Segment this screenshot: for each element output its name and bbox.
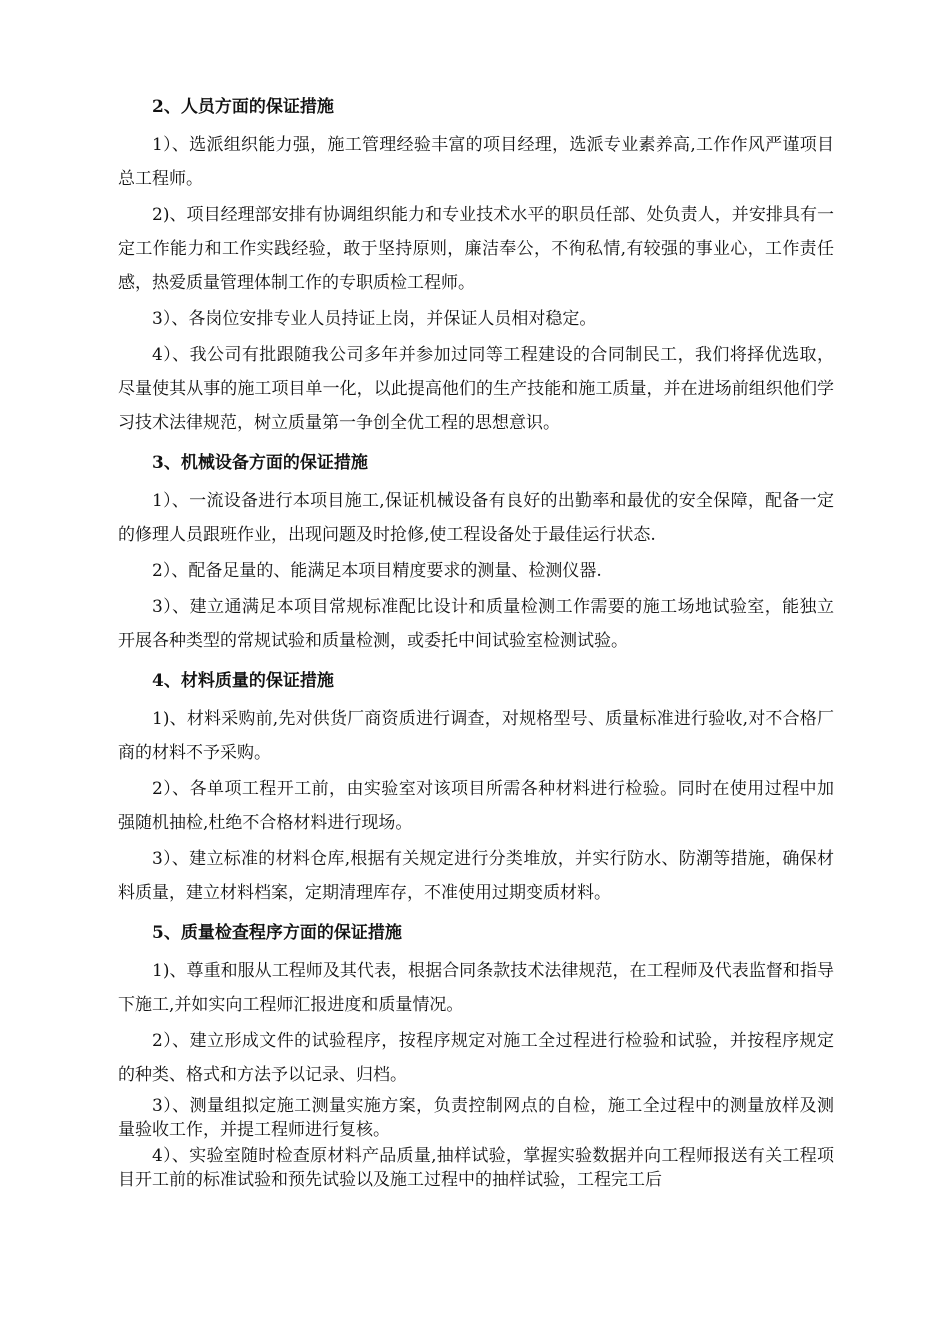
- paragraph: 4）、实验室随时检查原材料产品质量,抽样试验，掌握实验数据并向工程师报送有关工程项目开工前的标准试验和预先试验以及施工过程中的抽样试验，工程完工后: [118, 1146, 834, 1190]
- paragraph: 1)、尊重和服从工程师及其代表，根据合同条款技术法律规范，在工程师及代表监督和指导下施工,并如实向工程师汇报进度和质量情况。: [118, 961, 834, 1015]
- paragraph: 2)、项目经理部安排有协调组织能力和专业技术水平的职员任部、处负责人，并安排具有一定工作能力和工作实践经验，敢于坚持原则，廉洁奉公，不徇私情,有较强的事业心，工作责任感，热爱质量管理体制工作的专职质检工程师。: [118, 205, 834, 293]
- section-heading-equipment: 3、机械设备方面的保证措施: [152, 453, 368, 473]
- paragraph: 3）、建立标准的材料仓库,根据有关规定进行分类堆放，并实行防水、防潮等措施，确保材料质量，建立材料档案，定期清理库存，不准使用过期变质材料。: [118, 849, 834, 903]
- document-page: [118, 96, 834, 1194]
- section-heading-personnel: 2、人员方面的保证措施: [152, 97, 334, 117]
- paragraph: 4）、我公司有批跟随我公司多年并参加过同等工程建设的合同制民工，我们将择优选取，尽量使其从事的施工项目单一化，以此提高他们的生产技能和施工质量，并在进场前组织他们学习技术法律规范，树立质量第一争创全优工程的思想意识。: [118, 345, 834, 433]
- paragraph: 3）、测量组拟定施工测量实施方案，负责控制网点的自检，施工全过程中的测量放样及测量验收工作，并提工程师进行复核。: [118, 1096, 834, 1140]
- section-heading-materials: 4、材料质量的保证措施: [152, 671, 334, 691]
- paragraph: 2）、各单项工程开工前，由实验室对该项目所需各种材料进行检验。同时在使用过程中加强随机抽检,杜绝不合格材料进行现场。: [118, 779, 834, 833]
- paragraph: 3）、建立通满足本项目常规标准配比设计和质量检测工作需要的施工场地试验室，能独立开展各种类型的常规试验和质量检测，或委托中间试验室检测试验。: [118, 597, 834, 651]
- section-heading-inspection: 5、质量检查程序方面的保证措施: [152, 923, 402, 943]
- paragraph: 2）、建立形成文件的试验程序，按程序规定对施工全过程进行检验和试验，并按程序规定的种类、格式和方法予以记录、归档。: [118, 1031, 834, 1085]
- paragraph: 3）、各岗位安排专业人员持证上岗，并保证人员相对稳定。: [152, 309, 597, 329]
- paragraph: 1)、材料采购前,先对供货厂商资质进行调查，对规格型号、质量标准进行验收,对不合格厂商的材料不予采购。: [118, 709, 834, 763]
- paragraph: 1）、一流设备进行本项目施工,保证机械设备有良好的出勤率和最优的安全保障，配备一定的修理人员跟班作业，出现问题及时抢修,使工程设备处于最佳运行状态.: [118, 491, 834, 545]
- paragraph: 1）、选派组织能力强，施工管理经验丰富的项目经理，选派专业素养高,工作作风严谨项目总工程师。: [118, 135, 834, 189]
- paragraph: 2）、配备足量的、能满足本项目精度要求的测量、检测仪器.: [152, 561, 602, 581]
